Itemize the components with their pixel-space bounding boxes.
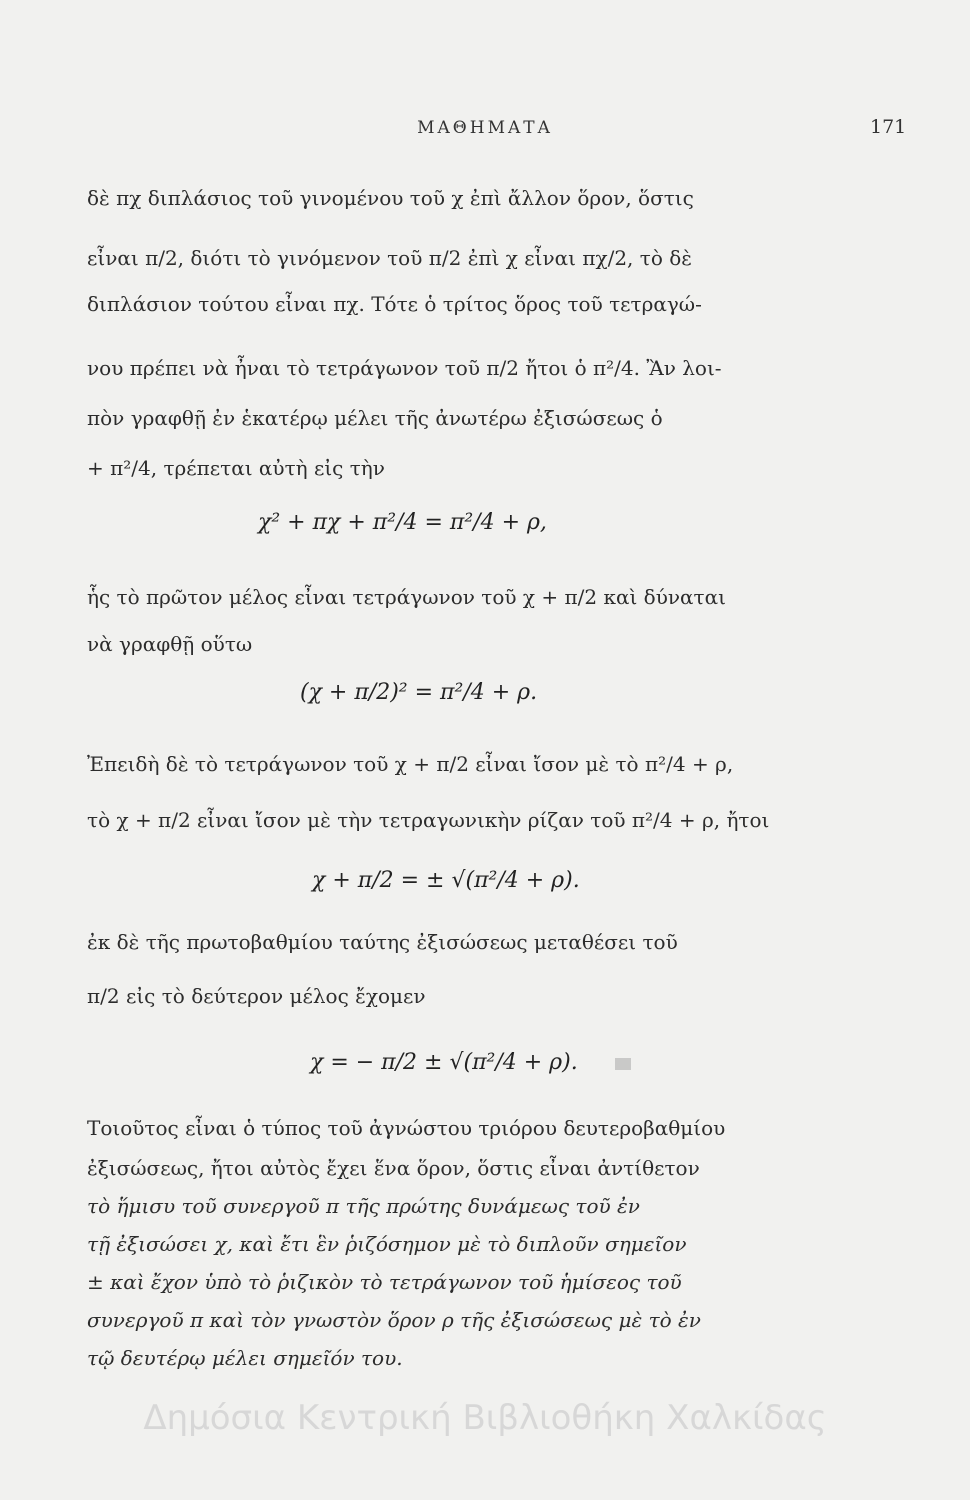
library-watermark: Δημόσια Κεντρική Βιβλιοθήκη Χαλκίδας: [143, 1398, 827, 1438]
text-line-2: εἶναι π/2, διότι τὸ γινόμενον τοῦ π/2 ἐπὶ χ εἶναι πχ/2, τὸ δὲ: [87, 246, 692, 270]
text-line-6: + π²/4, τρέπεται αὐτὴ εἰς τὴν: [87, 456, 385, 480]
text-line-9: Ἐπειδὴ δὲ τὸ τετράγωνον τοῦ χ + π/2 εἶναι ἴσον μὲ τὸ π²/4 + ρ,: [87, 752, 734, 776]
text-line-5: πὸν γραφθῇ ἐν ἑκατέρῳ μέλει τῆς ἀνωτέρω ἐξισώσεως ὁ: [87, 406, 663, 430]
text-line-14: ἐξισώσεως, ἤτοι αὐτὸς ἔχει ἕνα ὅρον, ὅστις εἶναι ἀντίθετον: [87, 1156, 700, 1180]
text-line-7: ἧς τὸ πρῶτον μέλος εἶναι τετράγωνον τοῦ χ + π/2 καὶ δύναται: [87, 585, 726, 609]
equation-2: (χ + π/2)² = π²/4 + ρ.: [300, 680, 538, 705]
text-line-3: διπλάσιον τούτου εἶναι πχ. Τότε ὁ τρίτος ὅρος τοῦ τετραγώ-: [87, 292, 702, 316]
equation-1: χ² + πχ + π²/4 = π²/4 + ρ,: [258, 510, 547, 535]
page-number: 171: [870, 116, 907, 138]
text-line-16: τῇ ἐξισώσει χ, καὶ ἔτι ἓν ῥιζόσημον μὲ τὸ διπλοῦν σημεῖον: [87, 1232, 687, 1256]
text-line-11: ἐκ δὲ τῆς πρωτοβαθμίου ταύτης ἐξισώσεως μεταθέσει τοῦ: [87, 930, 678, 954]
text-line-12: π/2 εἰς τὸ δεύτερον μέλος ἔχομεν: [87, 984, 426, 1008]
equation-4: χ = − π/2 ± √(π²/4 + ρ).: [310, 1050, 578, 1075]
ink-blot: [615, 1058, 631, 1070]
text-line-10: τὸ χ + π/2 εἶναι ἴσον μὲ τὴν τετραγωνικὴν ρίζαν τοῦ π²/4 + ρ, ἤτοι: [87, 808, 770, 832]
text-line-18: συνεργοῦ π καὶ τὸν γνωστὸν ὅρον ρ τῆς ἐξισώσεως μὲ τὸ ἐν: [87, 1308, 701, 1332]
running-header: ΜΑΘΗΜΑΤΑ: [417, 118, 553, 138]
text-line-8: νὰ γραφθῇ οὕτω: [87, 632, 253, 656]
equation-3: χ + π/2 = ± √(π²/4 + ρ).: [312, 868, 580, 893]
text-line-17: ± καὶ ἔχον ὑπὸ τὸ ῥιζικὸν τὸ τετράγωνον τοῦ ἡμίσεος τοῦ: [87, 1270, 682, 1294]
text-line-4: νου πρέπει νὰ ἦναι τὸ τετράγωνον τοῦ π/2 ἤτοι ὁ π²/4. Ἂν λοι-: [87, 356, 722, 380]
text-line-19: τῷ δευτέρῳ μέλει σημεῖόν του.: [87, 1346, 403, 1370]
text-line-15: τὸ ἥμισυ τοῦ συνεργοῦ π τῆς πρώτης δυνάμεως τοῦ ἐν: [87, 1194, 640, 1218]
text-line-1: δὲ πχ διπλάσιος τοῦ γινομένου τοῦ χ ἐπὶ ἄλλον ὅρον, ὅστις: [87, 186, 694, 210]
text-line-13: Τοιοῦτος εἶναι ὁ τύπος τοῦ ἀγνώστου τριόρου δευτεροβαθμίου: [87, 1116, 726, 1140]
